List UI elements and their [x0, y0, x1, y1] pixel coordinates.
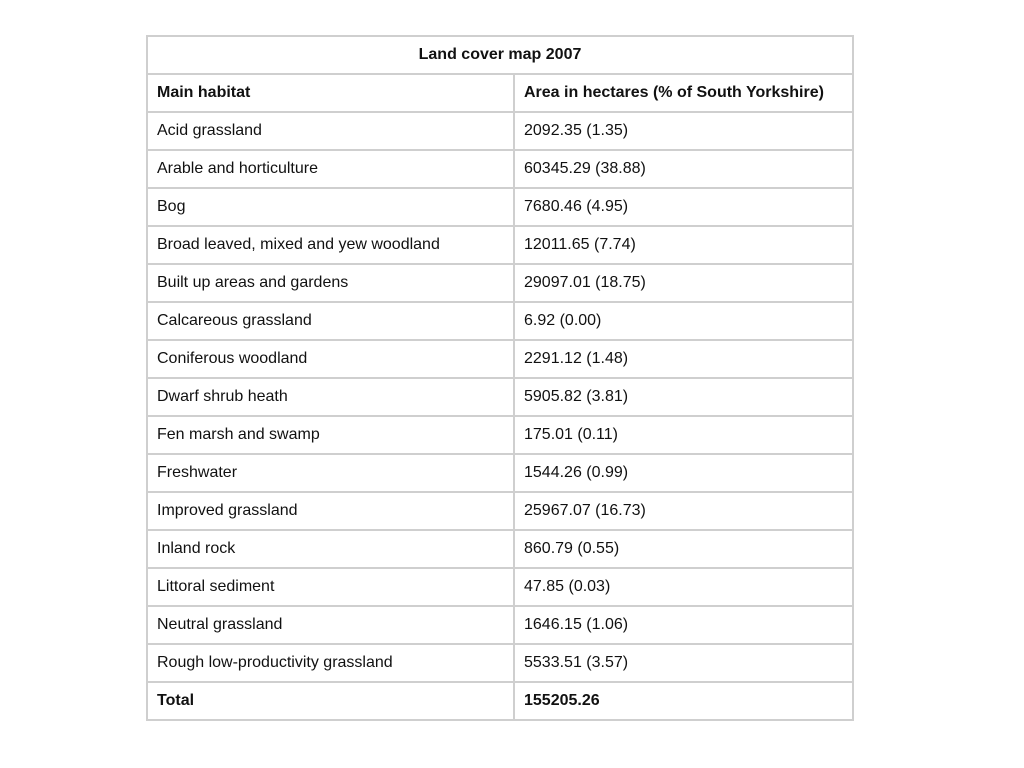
area-cell: 1544.26 (0.99): [514, 454, 853, 492]
table-title: Land cover map 2007: [147, 36, 853, 74]
habitat-cell: Improved grassland: [147, 492, 514, 530]
table-row: [147, 226, 853, 264]
column-header-area: Area in hectares (% of South Yorkshire): [514, 74, 853, 112]
table-row: [147, 606, 853, 644]
habitat-cell: Broad leaved, mixed and yew woodland: [147, 226, 514, 264]
habitat-cell: Arable and horticulture: [147, 150, 514, 188]
area-cell: 25967.07 (16.73): [514, 492, 853, 530]
table-row: [147, 302, 853, 340]
table-row: [147, 416, 853, 454]
habitat-cell: Built up areas and gardens: [147, 264, 514, 302]
area-cell: 5533.51 (3.57): [514, 644, 853, 682]
area-cell: 2092.35 (1.35): [514, 112, 853, 150]
habitat-cell: Littoral sediment: [147, 568, 514, 606]
table-body: [147, 112, 853, 720]
total-row: [147, 682, 853, 720]
total-label: Total: [147, 682, 514, 720]
area-cell: 47.85 (0.03): [514, 568, 853, 606]
habitat-cell: Bog: [147, 188, 514, 226]
table-row: [147, 530, 853, 568]
table-row: [147, 264, 853, 302]
total-area: 155205.26: [514, 682, 853, 720]
table-row: [147, 492, 853, 530]
table-row: [147, 454, 853, 492]
area-cell: 29097.01 (18.75): [514, 264, 853, 302]
habitat-cell: Acid grassland: [147, 112, 514, 150]
habitat-cell: Freshwater: [147, 454, 514, 492]
area-cell: 1646.15 (1.06): [514, 606, 853, 644]
land-cover-table: [146, 35, 854, 721]
area-cell: 6.92 (0.00): [514, 302, 853, 340]
table-row: [147, 112, 853, 150]
habitat-cell: Dwarf shrub heath: [147, 378, 514, 416]
habitat-cell: Neutral grassland: [147, 606, 514, 644]
table-row: [147, 150, 853, 188]
column-header-habitat: Main habitat: [147, 74, 514, 112]
table-row: [147, 378, 853, 416]
area-cell: 175.01 (0.11): [514, 416, 853, 454]
habitat-cell: Fen marsh and swamp: [147, 416, 514, 454]
table-row: [147, 644, 853, 682]
area-cell: 2291.12 (1.48): [514, 340, 853, 378]
area-cell: 12011.65 (7.74): [514, 226, 853, 264]
habitat-cell: Inland rock: [147, 530, 514, 568]
habitat-cell: Coniferous woodland: [147, 340, 514, 378]
table-row: [147, 340, 853, 378]
area-cell: 60345.29 (38.88): [514, 150, 853, 188]
area-cell: 860.79 (0.55): [514, 530, 853, 568]
area-cell: 5905.82 (3.81): [514, 378, 853, 416]
table-title-row: [147, 36, 853, 74]
area-cell: 7680.46 (4.95): [514, 188, 853, 226]
table-row: [147, 568, 853, 606]
habitat-cell: Rough low-productivity grassland: [147, 644, 514, 682]
table-header-row: [147, 74, 853, 112]
table-row: [147, 188, 853, 226]
habitat-cell: Calcareous grassland: [147, 302, 514, 340]
